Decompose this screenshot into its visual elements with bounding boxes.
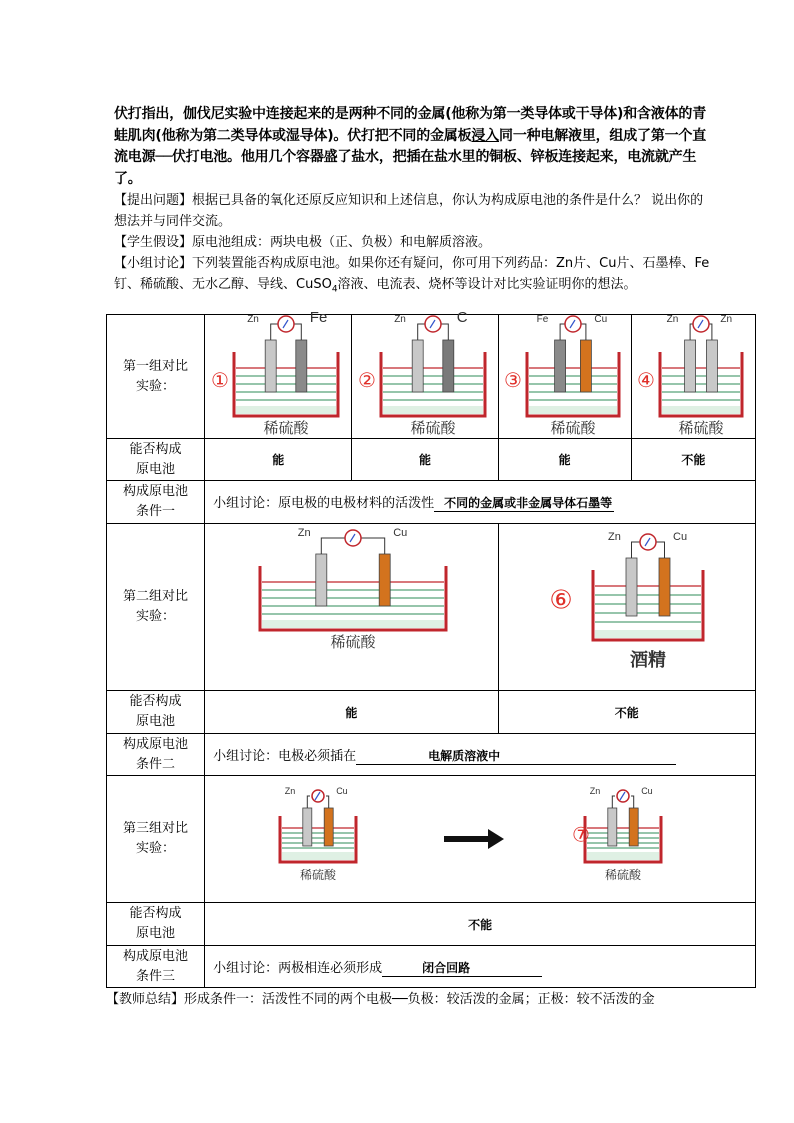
question-paragraph: 【提出问题】根据已具备的氧化还原反应知识和上述信息，你认为构成原电池的条件是什么？ 说出你的想法并与同伴交流。 — [114, 193, 704, 229]
electrode-left-label: Zn — [394, 313, 406, 325]
galvanic-cell-diagram-4 — [634, 313, 752, 437]
cond3-fill: 闭合回路 — [382, 959, 542, 977]
wire-right — [361, 538, 385, 554]
wire-right — [294, 324, 301, 340]
electrode-left-label: Zn — [298, 527, 312, 539]
electrode-right-label: Cu — [335, 786, 348, 796]
group1-answer-4: 不能 — [631, 439, 755, 481]
cond1-fill: 不同的金属或非金属导体石墨等 — [434, 494, 614, 512]
cond3-discussion: 小组讨论：两极相连必须形成 闭合回路 — [205, 946, 756, 988]
cond1-discussion: 小组讨论：原电极的电极材料的活泼性 不同的金属或非金属导体石墨等 — [205, 481, 756, 524]
electrode-right — [580, 340, 591, 392]
electrode-right — [324, 808, 333, 846]
electrode-right — [629, 808, 638, 846]
electrode-left — [316, 554, 327, 606]
galvanic-cell-diagram-7 — [571, 784, 689, 894]
wire-right — [631, 796, 634, 808]
galvanic-cell-diagram-2 — [355, 308, 495, 437]
solution-label: 稀硫酸 — [410, 418, 456, 437]
electrode-left — [626, 558, 637, 616]
solution-label: 稀硫酸 — [299, 868, 336, 882]
group2-header: 第二组对比实验： — [107, 524, 205, 691]
solution-label: 稀硫酸 — [550, 418, 596, 437]
electrode-right-label: Cu — [640, 786, 653, 796]
electrode-left-label: Zn — [247, 313, 260, 325]
group3-header: 第三组对比实验： — [107, 776, 205, 903]
electrode-left-label: Fe — [536, 313, 548, 325]
electrode-right — [380, 554, 391, 606]
galvanic-cell-diagram-3 — [501, 313, 629, 437]
device-4-cell — [631, 315, 755, 439]
group1-answer-3: 能 — [498, 439, 631, 481]
galvanic-cell-diagram-5 — [246, 527, 456, 682]
group1-answer-2: 能 — [352, 439, 498, 481]
electrode-left-label: Zn — [589, 786, 600, 796]
wire-left — [631, 542, 640, 558]
group3-diagrams-cell — [205, 776, 756, 903]
cond2-header: 构成原电池条件二 — [107, 734, 205, 776]
electrode-left-label: Zn — [666, 313, 679, 325]
liquid-bottom — [595, 630, 701, 638]
group2-answer-2: 不能 — [498, 691, 755, 734]
beaker — [593, 570, 703, 640]
group1-header: 第一组对比实验： — [107, 315, 205, 439]
group2-answer-1: 能 — [205, 691, 498, 734]
electrode-right — [443, 340, 454, 392]
electrode-right-label: Cu — [672, 531, 687, 543]
wire-right — [709, 324, 712, 340]
electrode-left — [302, 808, 311, 846]
cond2-fill: 电解质溶液中 — [356, 747, 676, 765]
device-number: ② — [358, 367, 376, 392]
solution-label: 稀硫酸 — [678, 418, 724, 437]
electrode-right-label: Fe — [310, 308, 328, 326]
liquid-bottom — [236, 406, 336, 414]
solution-label: 稀硫酸 — [604, 868, 641, 882]
electrode-left — [554, 340, 565, 392]
electrode-left-label: Zn — [607, 531, 621, 543]
electrode-left — [685, 340, 696, 392]
electrode-right — [296, 340, 307, 392]
electrode-right-label: C — [456, 308, 468, 326]
electrode-left-label: Zn — [284, 786, 295, 796]
electrode-left — [265, 340, 276, 392]
device-number: ① — [211, 367, 230, 392]
device-2-cell — [352, 308, 498, 439]
device-number: ④ — [637, 367, 656, 392]
galvanic-cell-diagram-closed — [272, 784, 364, 894]
electrode-right-label: Zn — [720, 313, 733, 325]
wire-left — [612, 796, 615, 808]
liquid-bottom — [662, 406, 740, 414]
cond2-discussion: 小组讨论：电极必须插在 电解质溶液中 — [205, 734, 756, 776]
wire-left — [307, 796, 310, 808]
wire-left — [322, 538, 346, 554]
liquid-bottom — [529, 406, 617, 414]
group3-answer: 不能 — [205, 903, 756, 946]
cond1-header: 构成原电池条件一 — [107, 481, 205, 524]
galvanic-cell-diagram-1 — [208, 308, 348, 437]
discussion-paragraph: 【小组讨论】下列装置能否构成原电池。如果你还有疑问，你可用下列药品：Zn片、Cu片、石墨棒、Fe钉、稀硫酸、无水乙醇、导线、CuSO$_4$溶液、电流表、烧杯等设计对比实验证明你的想法。 — [114, 256, 710, 295]
teacher-summary: 【教师总结】形成条件一：活泼性不同的两个电极──负极：较活泼的金属；正极：较不活泼的金 — [106, 992, 655, 1007]
intro-paragraph: 伏打指出，伽伐尼实验中连接起来的是两种不同的金属(他称为第一类导体或干导体)和含液体的青蛙肌肉(他称为第二类导体或湿导体)。伏打把不同的金属板浸入同一种电解液里，组成了第一个直流电源──伏打电池。他用几个容器盛了盐水，把插在盐水里的铜板、锌板连接起来，电流就产生了。 — [114, 106, 707, 187]
wire-left — [271, 324, 278, 340]
liquid-bottom — [282, 852, 354, 860]
device-3-cell — [498, 315, 631, 439]
group2-answers-header: 能否构成原电池 — [107, 691, 205, 734]
solution-label: 稀硫酸 — [263, 418, 309, 437]
galvanic-cell-diagram-6 — [537, 532, 717, 682]
liquid-bottom — [262, 620, 444, 628]
wire-right — [441, 324, 448, 340]
wire-right — [326, 796, 329, 808]
wire-left — [418, 324, 425, 340]
experiment-table — [106, 308, 756, 988]
device-1-cell — [205, 308, 352, 439]
device-6-cell — [498, 524, 755, 691]
group1-answer-1: 能 — [205, 439, 352, 481]
arrow-right-icon — [440, 824, 510, 854]
electrode-right-label: Cu — [393, 527, 408, 539]
electrode-right-label: Cu — [594, 313, 607, 325]
group1-answers-header: 能否构成原电池 — [107, 439, 205, 481]
solution-label: 酒精 — [629, 650, 666, 671]
cond3-header: 构成原电池条件三 — [107, 946, 205, 988]
liquid-bottom — [587, 852, 659, 860]
wire-left — [560, 324, 565, 340]
wire-left — [690, 324, 693, 340]
electrode-right — [707, 340, 718, 392]
wire-right — [581, 324, 586, 340]
wire-right — [656, 542, 665, 558]
device-number: ③ — [503, 367, 522, 392]
liquid-bottom — [383, 406, 483, 414]
electrode-left — [412, 340, 423, 392]
hypothesis-paragraph: 【学生假设】原电池组成：两块电极（正、负极）和电解质溶液。 — [114, 235, 492, 250]
electrode-left — [607, 808, 616, 846]
device-5-cell — [205, 524, 498, 691]
device-number: ⑦ — [571, 822, 590, 847]
electrode-right — [659, 558, 670, 616]
device-number: ⑥ — [549, 585, 573, 616]
group3-answers-header: 能否构成原电池 — [107, 903, 205, 946]
solution-label: 稀硫酸 — [330, 633, 376, 651]
